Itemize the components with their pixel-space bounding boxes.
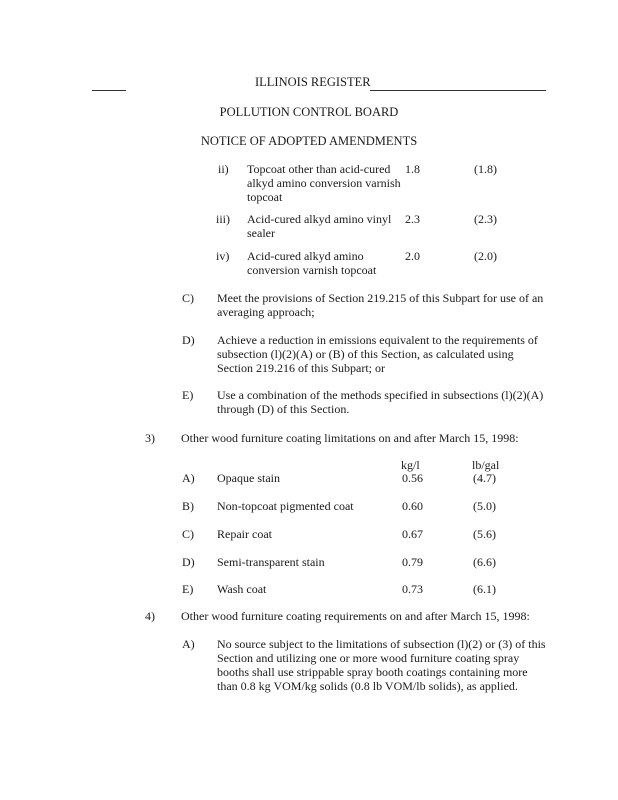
row-description: Non-topcoat pigmented coat: [217, 499, 354, 513]
row-description: Acid-cured alkyd amino conversion varnish topcoat: [247, 249, 377, 277]
item-text: Meet the provisions of Section 219.215 of this Subpart for use of an averaging approach;: [217, 291, 544, 319]
item-letter: A): [182, 637, 195, 651]
row-number: iv): [216, 249, 230, 263]
row-kgl: 1.8: [405, 162, 420, 176]
row-lbgal: (6.6): [473, 555, 496, 569]
row-lbgal: (5.6): [473, 527, 496, 541]
header-rule-left: [92, 90, 126, 91]
row-kgl: 0.79: [402, 555, 423, 569]
section-number: 4): [145, 609, 155, 623]
row-description: Acid-cured alkyd amino vinyl sealer: [247, 212, 392, 240]
board-title: POLLUTION CONTROL BOARD: [219, 105, 399, 119]
row-lbgal: (4.7): [473, 471, 496, 485]
row-letter: A): [182, 471, 195, 485]
item-letter: C): [182, 291, 194, 305]
notice-title: NOTICE OF ADOPTED AMENDMENTS: [200, 134, 418, 148]
row-lbgal: (5.0): [473, 499, 496, 513]
row-kgl: 0.56: [402, 471, 423, 485]
section-number: 3): [145, 431, 155, 445]
row-kgl: 0.60: [402, 499, 423, 513]
row-letter: B): [182, 499, 194, 513]
item-letter: E): [182, 388, 194, 402]
column-header-lbgal: lb/gal: [472, 458, 500, 472]
row-number: iii): [216, 212, 230, 226]
row-lbgal: (1.8): [474, 162, 497, 176]
item-text: Use a combination of the methods specified in subsections (l)(2)(A) through (D) of this Section.: [217, 388, 544, 416]
row-lbgal: (2.0): [474, 249, 497, 263]
row-description: Opaque stain: [217, 471, 280, 485]
item-letter: D): [182, 333, 195, 347]
row-kgl: 2.3: [405, 212, 420, 226]
row-description: Repair coat: [217, 527, 272, 541]
row-description: Topcoat other than acid-cured alkyd amino conversion varnish topcoat: [247, 162, 401, 204]
section-text: Other wood furniture coating limitations on and after March 15, 1998:: [181, 431, 519, 445]
item-text: Achieve a reduction in emissions equivalent to the requirements of subsection (l)(2)(A) or (B) of this Section, as calculated using Section 219.216 of this Subpart; or: [217, 333, 538, 375]
row-kgl: 2.0: [405, 249, 420, 263]
register-title: ILLINOIS REGISTER: [255, 75, 371, 89]
header-rule-right: [370, 90, 546, 91]
row-lbgal: (6.1): [473, 582, 496, 596]
section-text: Other wood furniture coating requirements on and after March 15, 1998:: [181, 609, 530, 623]
row-kgl: 0.67: [402, 527, 423, 541]
row-description: Wash coat: [217, 582, 267, 596]
row-letter: E): [182, 582, 194, 596]
column-header-kgl: kg/l: [401, 458, 420, 472]
row-description: Semi-transparent stain: [217, 555, 325, 569]
row-kgl: 0.73: [402, 582, 423, 596]
row-letter: C): [182, 527, 194, 541]
row-lbgal: (2.3): [474, 212, 497, 226]
row-number: ii): [218, 162, 229, 176]
item-text: No source subject to the limitations of subsection (l)(2) or (3) of this Section and utilizing one or more wood furniture coating spray booths shall use strippable spray booth coatings containing more than 0.8 kg VOM/kg solids (0.8 lb VOM/lb solids), as applied.: [217, 637, 546, 693]
row-letter: D): [182, 555, 195, 569]
